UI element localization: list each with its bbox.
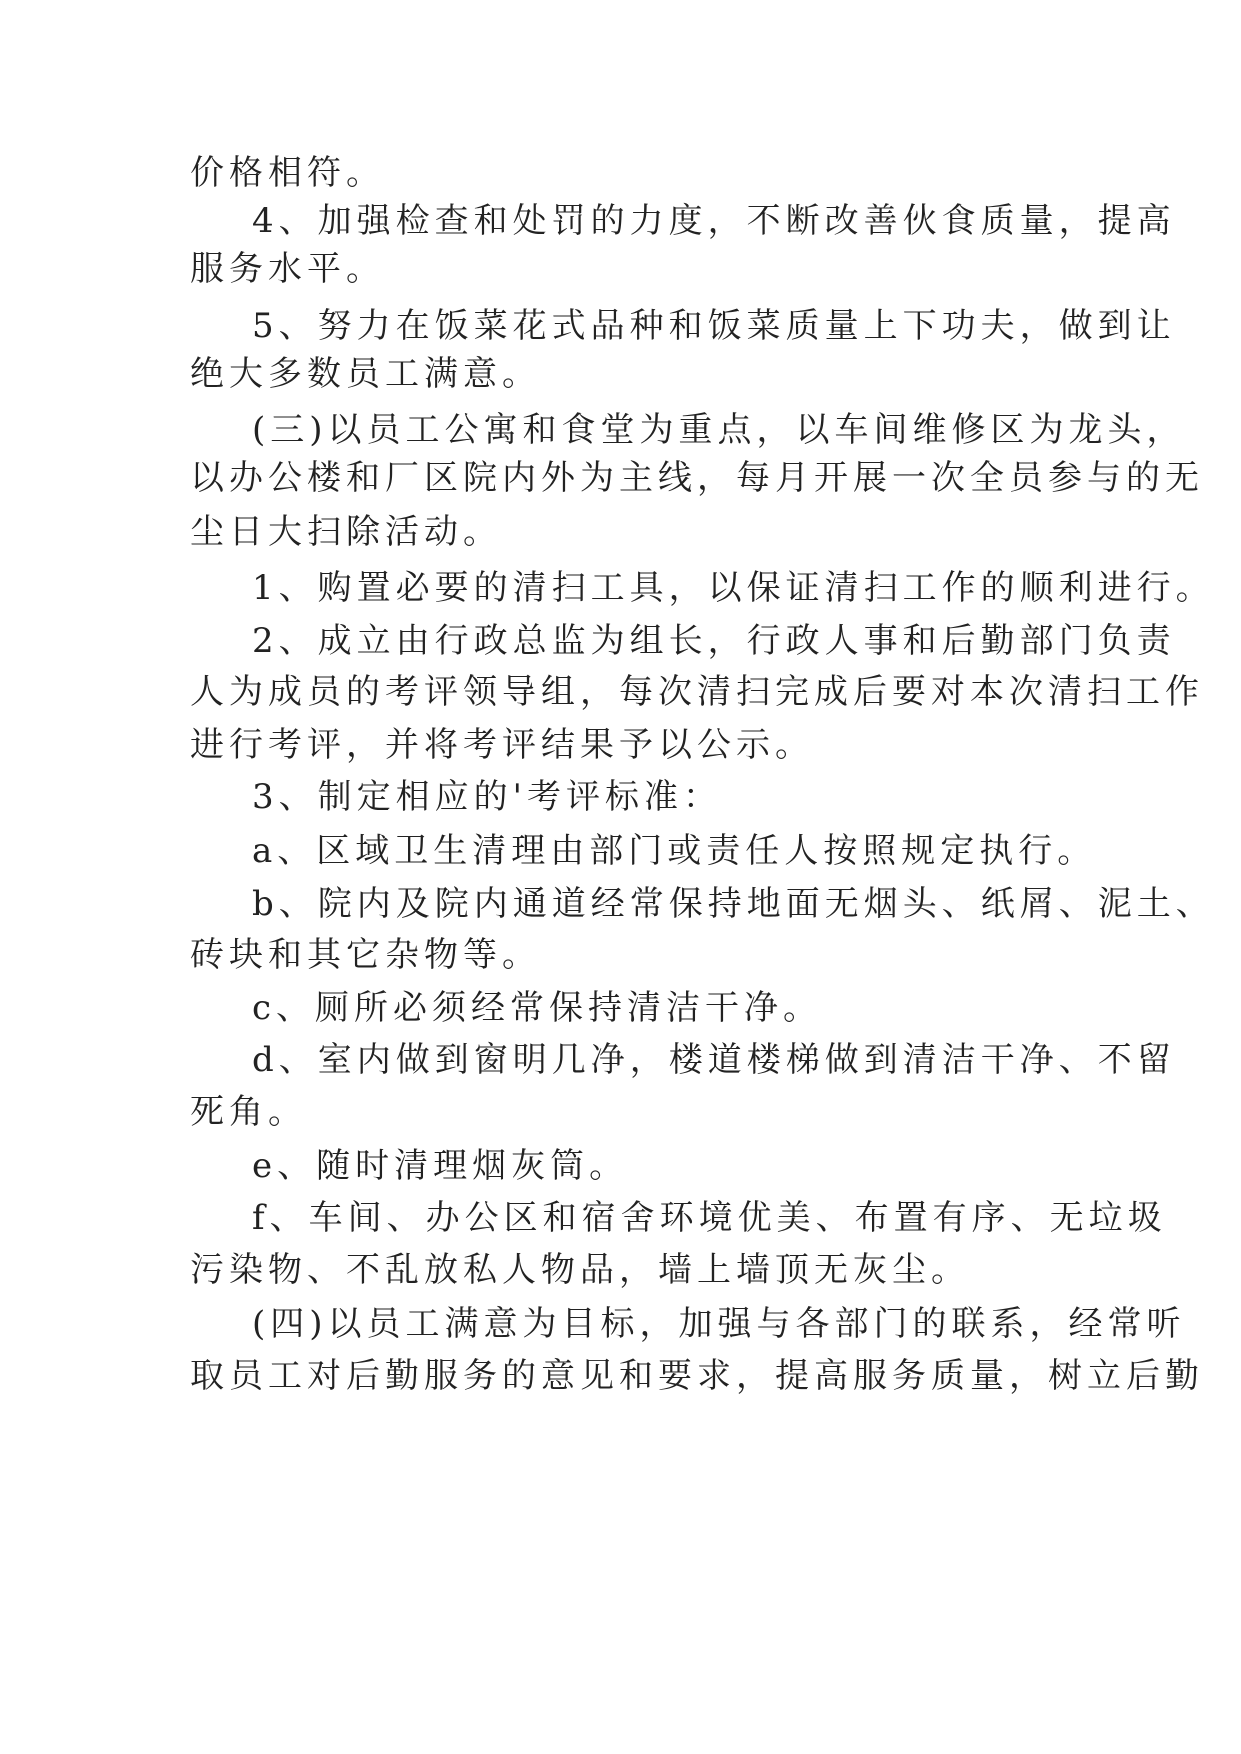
text-line: 服务水平。 [190,249,385,289]
text-line: 价格相符。 [190,153,385,193]
text-line: 2、成立由行政总监为组长，行政人事和后勤部门负责 [252,621,1176,661]
text-line: 尘日大扫除活动。 [190,512,502,552]
text-line: 取员工对后勤服务的意见和要求，提高服务质量，树立后勤 [190,1356,1204,1396]
text-line: b、院内及院内通道经常保持地面无烟头、纸屑、泥土、 [252,884,1215,924]
text-line: (三)以员工公寓和食堂为重点，以车间维修区为龙头， [252,410,1186,450]
text-line: 绝大多数员工满意。 [190,354,541,394]
text-line: e、随时清理烟灰筒。 [252,1146,629,1186]
text-line: d、室内做到窗明几净，楼道楼梯做到清洁干净、不留 [252,1040,1176,1080]
text-line: 人为成员的考评领导组，每次清扫完成后要对本次清扫工作 [190,672,1204,712]
text-line: 5、努力在饭菜花式品种和饭菜质量上下功夫，做到让 [252,306,1176,346]
text-line: f、车间、办公区和宿舍环境优美、布置有序、无垃圾 [252,1198,1167,1238]
text-line: (四)以员工满意为目标，加强与各部门的联系，经常听 [252,1304,1186,1344]
text-line: 1、购置必要的清扫工具，以保证清扫工作的顺利进行。 [252,568,1215,608]
text-line: 以办公楼和厂区院内外为主线，每月开展一次全员参与的无 [190,458,1204,498]
text-line: 3、制定相应的'考评标准： [252,777,722,817]
text-line: c、厕所必须经常保持清洁干净。 [252,988,823,1028]
text-line: 污染物、不乱放私人物品，墙上墙顶无灰尘。 [190,1250,970,1290]
text-line: 死角。 [190,1092,307,1132]
text-line: 砖块和其它杂物等。 [190,935,541,975]
text-line: 4、加强检查和处罚的力度，不断改善伙食质量，提高 [252,201,1176,241]
text-line: 进行考评，并将考评结果予以公示。 [190,725,814,765]
text-line: a、区域卫生清理由部门或责任人按照规定执行。 [252,831,1097,871]
